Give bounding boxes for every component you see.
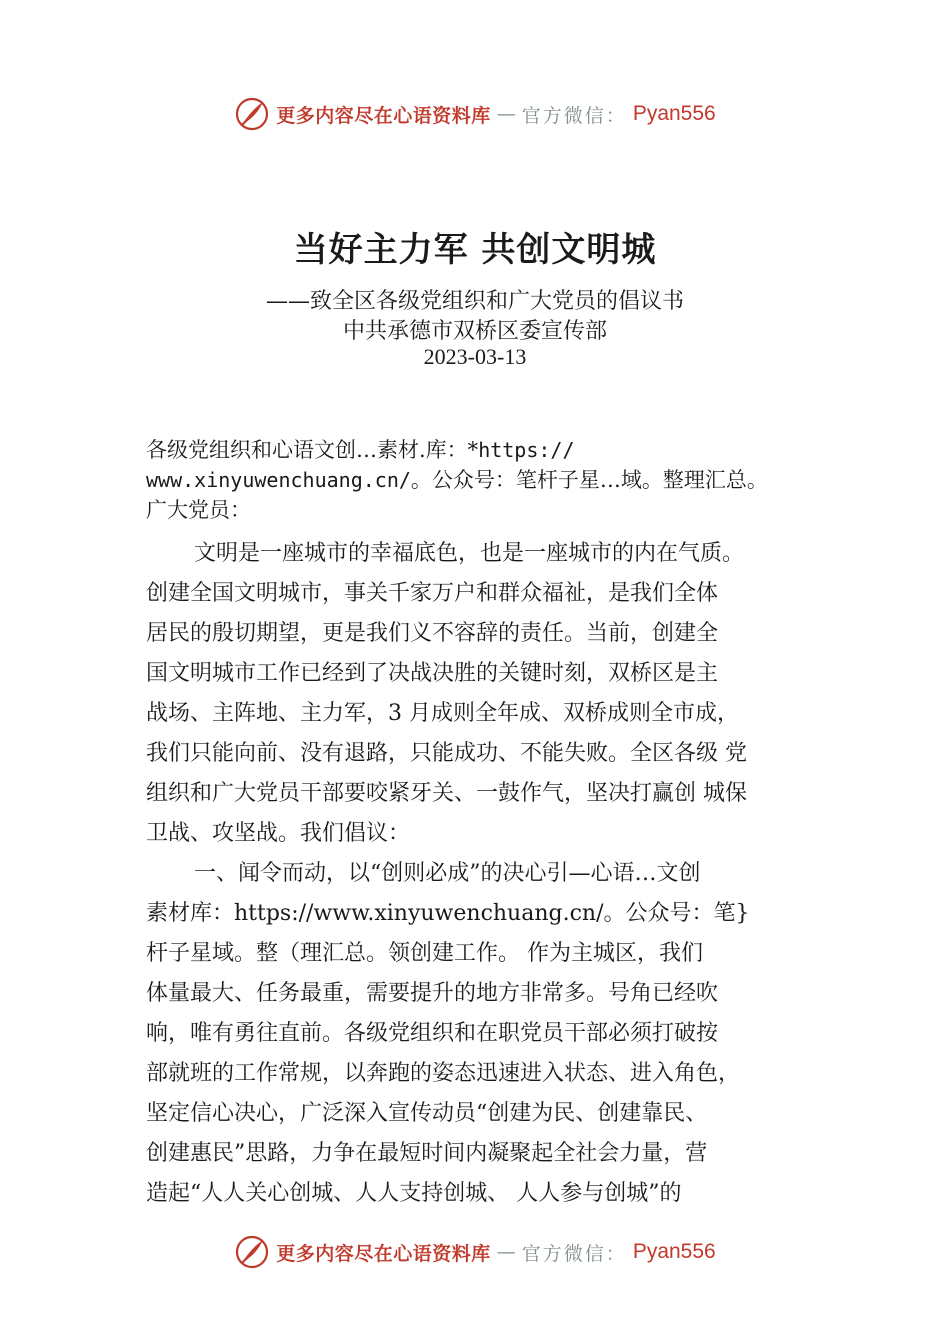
header-banner [0, 94, 950, 134]
greeting-url: www.xinyuwenchuang.cn/ [146, 468, 411, 492]
body-line: 部就班的工作常规，以奔跑的姿态迅速进入状态、进入角色， [146, 1061, 741, 1086]
body-line: 国文明城市工作已经到了决战决胜的关键时刻，双桥区是主 [146, 661, 719, 686]
banner-wechat-account: Pyan556 [632, 1240, 716, 1263]
document-title: 当好主力军 共创文明城 [293, 230, 657, 270]
footer-banner [0, 1232, 950, 1272]
banner-wechat-label: 官方微信： [521, 104, 627, 127]
document-date: 2023-03-13 [423, 344, 527, 369]
body-line: 响，唯有勇往直前。各级党组织和在职党员干部必须打破按 [146, 1021, 719, 1046]
body-line: 卫战、攻坚战。我们倡议： [146, 821, 411, 846]
banner-brand-text: 更多内容尽在心语资料库 [276, 104, 491, 127]
body-line: 居民的殷切期望，更是我们义不容辞的责任。当前，创建全 [146, 621, 719, 646]
greeting-url-prefix: https:// [478, 438, 575, 462]
body-line: 我们只能向前、没有退路，只能成功、不能失败。全区各级 党 [146, 741, 747, 766]
greeting-salutation: 广大党员： [146, 498, 251, 522]
body-line: 创建惠民”思路，力争在最短时间内凝聚起全社会力量，营 [146, 1141, 708, 1166]
greeting-line-2 [146, 464, 768, 494]
body-line: 造起“人人关心创城、人人支持创城、 人人参与创城”的 [146, 1181, 682, 1206]
banner-brand-text: 更多内容尽在心语资料库 [276, 1242, 491, 1265]
body-line: 战场、主阵地、主力军，3 月成则全年成、双桥成则全市成， [146, 701, 739, 726]
quill-logo-icon [234, 96, 270, 132]
banner-dash: — [496, 1241, 516, 1263]
greeting-line-1-text: 各级党组织和心语文创…素材.库：* [146, 438, 479, 462]
quill-logo-icon [234, 1234, 270, 1270]
banner-wechat-account: Pyan556 [632, 102, 716, 125]
document-organization: 中共承德市双桥区委宣传部 [342, 319, 607, 344]
banner-wechat-label: 官方微信： [521, 1242, 627, 1265]
body-line: 文明是一座城市的幸福底色，也是一座城市的内在气质。 [194, 541, 745, 566]
body-line: 杆子星域。整（理汇总。领创建工作。 作为主城区，我们 [146, 941, 703, 966]
document-body [146, 534, 846, 1214]
body-line: 一、闻令而动，以“创则必成”的决心引—心语…文创 [194, 861, 701, 886]
body-line: 坚定信心决心，广泛深入宣传动员“创建为民、创建靠民、 [146, 1101, 708, 1126]
greeting-line-1 [146, 434, 575, 464]
body-line: 体量最大、任务最重，需要提升的地方非常多。号角已经吹 [146, 981, 719, 1006]
greeting-line-2-text: 。公众号：笔杆子星…域。整理汇总。 [410, 468, 768, 492]
body-line: 组织和广大党员干部要咬紧牙关、一鼓作气，坚决打赢创 城保 [146, 781, 747, 806]
body-line: 素材库：https://www.xinyuwenchuang.cn/。公众号：笔} [146, 901, 750, 926]
banner-dash: — [496, 103, 516, 125]
body-line: 创建全国文明城市，事关千家万户和群众福祉，是我们全体 [146, 581, 719, 606]
document-subtitle: ——致全区各级党组织和广大党员的倡议书 [265, 289, 684, 314]
